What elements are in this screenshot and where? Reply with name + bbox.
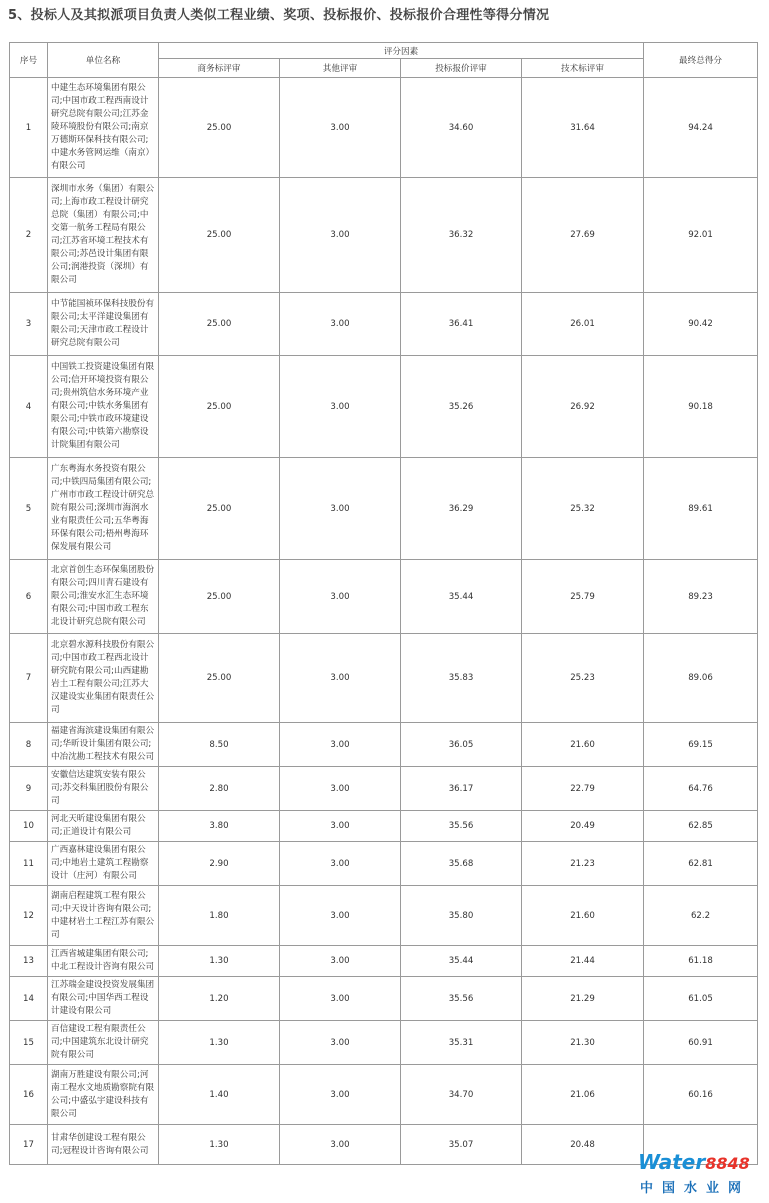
cell-price-score: 35.56 bbox=[401, 977, 522, 1021]
cell-total-score: 89.61 bbox=[644, 458, 758, 560]
cell-price-score: 36.41 bbox=[401, 293, 522, 356]
cell-tech-score: 27.69 bbox=[522, 178, 644, 293]
cell-unit-name: 广西嘉林建设集团有限公司;中地岩土建筑工程勘察设计（庄河）有限公司 bbox=[48, 842, 159, 886]
cell-total-score: 92.01 bbox=[644, 178, 758, 293]
cell-business-score: 25.00 bbox=[159, 178, 280, 293]
cell-unit-name: 安徽信达建筑安装有限公司;苏交科集团股份有限公司 bbox=[48, 767, 159, 811]
table-row bbox=[10, 560, 758, 634]
cell-price-score: 35.68 bbox=[401, 842, 522, 886]
cell-total-score: 90.18 bbox=[644, 356, 758, 458]
header-other: 其他评审 bbox=[280, 59, 401, 78]
cell-tech-score: 21.29 bbox=[522, 977, 644, 1021]
cell-tech-score: 21.60 bbox=[522, 886, 644, 946]
cell-tech-score: 25.32 bbox=[522, 458, 644, 560]
table-row bbox=[10, 78, 758, 178]
cell-seq: 1 bbox=[10, 78, 48, 178]
header-tech: 技术标评审 bbox=[522, 59, 644, 78]
cell-business-score: 8.50 bbox=[159, 723, 280, 767]
cell-tech-score: 22.79 bbox=[522, 767, 644, 811]
cell-price-score: 35.80 bbox=[401, 886, 522, 946]
cell-business-score: 25.00 bbox=[159, 634, 280, 723]
table-row bbox=[10, 178, 758, 293]
table-row bbox=[10, 886, 758, 946]
cell-total-score: 62.85 bbox=[644, 811, 758, 842]
cell-tech-score: 20.49 bbox=[522, 811, 644, 842]
cell-seq: 7 bbox=[10, 634, 48, 723]
cell-price-score: 34.60 bbox=[401, 78, 522, 178]
header-group: 评分因素 bbox=[159, 43, 644, 59]
cell-unit-name: 中节能国祯环保科技股份有限公司;太平洋建设集团有限公司;天津市政工程设计研究总院有限公司 bbox=[48, 293, 159, 356]
cell-other-score: 3.00 bbox=[280, 946, 401, 977]
cell-other-score: 3.00 bbox=[280, 842, 401, 886]
cell-tech-score: 21.30 bbox=[522, 1021, 644, 1065]
table-row bbox=[10, 1065, 758, 1125]
cell-total-score: 61.18 bbox=[644, 946, 758, 977]
cell-business-score: 1.40 bbox=[159, 1065, 280, 1125]
cell-other-score: 3.00 bbox=[280, 1065, 401, 1125]
cell-tech-score: 26.92 bbox=[522, 356, 644, 458]
cell-tech-score: 21.23 bbox=[522, 842, 644, 886]
cell-tech-score: 26.01 bbox=[522, 293, 644, 356]
cell-tech-score: 25.79 bbox=[522, 560, 644, 634]
header-price: 投标报价评审 bbox=[401, 59, 522, 78]
cell-total-score: 62.81 bbox=[644, 842, 758, 886]
cell-other-score: 3.00 bbox=[280, 78, 401, 178]
cell-seq: 9 bbox=[10, 767, 48, 811]
cell-unit-name: 江西省城建集团有限公司;中北工程设计咨询有限公司 bbox=[48, 946, 159, 977]
cell-seq: 4 bbox=[10, 356, 48, 458]
cell-seq: 15 bbox=[10, 1021, 48, 1065]
cell-price-score: 35.26 bbox=[401, 356, 522, 458]
cell-price-score: 36.29 bbox=[401, 458, 522, 560]
cell-business-score: 1.20 bbox=[159, 977, 280, 1021]
cell-business-score: 25.00 bbox=[159, 560, 280, 634]
table-row bbox=[10, 811, 758, 842]
cell-unit-name: 深圳市水务（集团）有限公司;上海市政工程设计研究总院（集团）有限公司;中交第一航务工程局有限公司;江苏省环境工程技术有限公司;苏邑设计集团有限公司;润港投资（深圳）有限公司 bbox=[48, 178, 159, 293]
cell-other-score: 3.00 bbox=[280, 560, 401, 634]
cell-seq: 2 bbox=[10, 178, 48, 293]
cell-price-score: 36.32 bbox=[401, 178, 522, 293]
cell-business-score: 1.30 bbox=[159, 946, 280, 977]
cell-total-score: 89.06 bbox=[644, 634, 758, 723]
cell-seq: 3 bbox=[10, 293, 48, 356]
header-business: 商务标评审 bbox=[159, 59, 280, 78]
cell-price-score: 34.70 bbox=[401, 1065, 522, 1125]
cell-seq: 10 bbox=[10, 811, 48, 842]
cell-price-score: 35.07 bbox=[401, 1125, 522, 1165]
score-table bbox=[9, 42, 758, 1165]
cell-business-score: 25.00 bbox=[159, 356, 280, 458]
cell-business-score: 1.30 bbox=[159, 1125, 280, 1165]
cell-unit-name: 湖南万胜建设有限公司;河南工程水文地质勘察院有限公司;中盛弘宇建设科技有限公司 bbox=[48, 1065, 159, 1125]
cell-total-score: 61.05 bbox=[644, 977, 758, 1021]
cell-business-score: 25.00 bbox=[159, 293, 280, 356]
watermark-logo bbox=[638, 1150, 760, 1198]
cell-unit-name: 河北天昕建设集团有限公司;正道设计有限公司 bbox=[48, 811, 159, 842]
cell-seq: 5 bbox=[10, 458, 48, 560]
table-row bbox=[10, 458, 758, 560]
table-row bbox=[10, 356, 758, 458]
cell-seq: 8 bbox=[10, 723, 48, 767]
header-unit: 单位名称 bbox=[48, 43, 159, 78]
cell-total-score: 60.16 bbox=[644, 1065, 758, 1125]
table-row bbox=[10, 1021, 758, 1065]
cell-unit-name: 中国铁工投资建设集团有限公司;信开环境投资有限公司;贵州筑信水务环境产业有限公司;中铁水务集团有限公司;中铁市政环境建设有限公司;中铁第六勘察设计院集团有限公司 bbox=[48, 356, 159, 458]
cell-tech-score: 25.23 bbox=[522, 634, 644, 723]
table-row bbox=[10, 723, 758, 767]
cell-other-score: 3.00 bbox=[280, 723, 401, 767]
cell-total-score: 94.24 bbox=[644, 78, 758, 178]
table-row bbox=[10, 977, 758, 1021]
cell-unit-name: 湖南启程建筑工程有限公司;中天设计咨询有限公司;中建材岩土工程江苏有限公司 bbox=[48, 886, 159, 946]
cell-price-score: 35.31 bbox=[401, 1021, 522, 1065]
table-row bbox=[10, 767, 758, 811]
cell-other-score: 3.00 bbox=[280, 886, 401, 946]
cell-unit-name: 甘肃华创建设工程有限公司;冠程设计咨询有限公司 bbox=[48, 1125, 159, 1165]
cell-seq: 14 bbox=[10, 977, 48, 1021]
header-seq: 序号 bbox=[10, 43, 48, 78]
cell-business-score: 3.80 bbox=[159, 811, 280, 842]
cell-other-score: 3.00 bbox=[280, 977, 401, 1021]
cell-seq: 16 bbox=[10, 1065, 48, 1125]
cell-other-score: 3.00 bbox=[280, 811, 401, 842]
cell-tech-score: 20.48 bbox=[522, 1125, 644, 1165]
table-body bbox=[10, 78, 758, 1165]
cell-total-score: 62.2 bbox=[644, 886, 758, 946]
cell-unit-name: 中建生态环境集团有限公司;中国市政工程西南设计研究总院有限公司;江苏金陵环境股份有限公司;南京万德斯环保科技有限公司;中建水务管网运维（南京）有限公司 bbox=[48, 78, 159, 178]
cell-business-score: 1.80 bbox=[159, 886, 280, 946]
cell-other-score: 3.00 bbox=[280, 178, 401, 293]
cell-price-score: 35.56 bbox=[401, 811, 522, 842]
cell-other-score: 3.00 bbox=[280, 767, 401, 811]
table-row bbox=[10, 634, 758, 723]
cell-tech-score: 21.60 bbox=[522, 723, 644, 767]
cell-seq: 11 bbox=[10, 842, 48, 886]
cell-total-score: 89.23 bbox=[644, 560, 758, 634]
cell-business-score: 25.00 bbox=[159, 458, 280, 560]
watermark-brand: Water8848 bbox=[638, 1150, 750, 1174]
cell-total-score: 64.76 bbox=[644, 767, 758, 811]
cell-seq: 6 bbox=[10, 560, 48, 634]
cell-price-score: 36.17 bbox=[401, 767, 522, 811]
cell-unit-name: 福建省海滨建设集团有限公司;华昕设计集团有限公司;中冶沈勘工程技术有限公司 bbox=[48, 723, 159, 767]
table-row bbox=[10, 293, 758, 356]
cell-business-score: 25.00 bbox=[159, 78, 280, 178]
cell-business-score: 1.30 bbox=[159, 1021, 280, 1065]
table-row bbox=[10, 842, 758, 886]
cell-other-score: 3.00 bbox=[280, 356, 401, 458]
cell-tech-score: 21.06 bbox=[522, 1065, 644, 1125]
cell-tech-score: 21.44 bbox=[522, 946, 644, 977]
cell-unit-name: 百信建设工程有限责任公司;中国建筑东北设计研究院有限公司 bbox=[48, 1021, 159, 1065]
cell-other-score: 3.00 bbox=[280, 458, 401, 560]
cell-seq: 13 bbox=[10, 946, 48, 977]
header-total: 最终总得分 bbox=[644, 43, 758, 78]
cell-other-score: 3.00 bbox=[280, 1125, 401, 1165]
cell-other-score: 3.00 bbox=[280, 1021, 401, 1065]
page-title: 5、投标人及其拟派项目负责人类似工程业绩、奖项、投标报价、投标报价合理性等得分情况 bbox=[8, 8, 550, 23]
cell-tech-score: 31.64 bbox=[522, 78, 644, 178]
cell-other-score: 3.00 bbox=[280, 293, 401, 356]
cell-business-score: 2.90 bbox=[159, 842, 280, 886]
cell-unit-name: 北京首创生态环保集团股份有限公司;四川青石建设有限公司;淮安水汇生态环境有限公司;中国市政工程东北设计研究总院有限公司 bbox=[48, 560, 159, 634]
cell-seq: 17 bbox=[10, 1125, 48, 1165]
cell-seq: 12 bbox=[10, 886, 48, 946]
cell-price-score: 35.83 bbox=[401, 634, 522, 723]
cell-business-score: 2.80 bbox=[159, 767, 280, 811]
cell-unit-name: 广东粤海水务投资有限公司;中铁四局集团有限公司;广州市市政工程设计研究总院有限公司;深圳市海润水业有限责任公司;五华粤海环保有限公司;梧州粤海环保发展有限公司 bbox=[48, 458, 159, 560]
cell-price-score: 35.44 bbox=[401, 946, 522, 977]
cell-price-score: 35.44 bbox=[401, 560, 522, 634]
cell-total-score: 60.91 bbox=[644, 1021, 758, 1065]
cell-total-score: 90.42 bbox=[644, 293, 758, 356]
cell-price-score: 36.05 bbox=[401, 723, 522, 767]
watermark-tagline: 中国水业网 bbox=[640, 1181, 751, 1196]
cell-total-score: 69.15 bbox=[644, 723, 758, 767]
table-row bbox=[10, 946, 758, 977]
cell-other-score: 3.00 bbox=[280, 634, 401, 723]
cell-unit-name: 江苏瑞金建设投资发展集团有限公司;中国华西工程设计建设有限公司 bbox=[48, 977, 159, 1021]
cell-unit-name: 北京碧水源科技股份有限公司;中国市政工程西北设计研究院有限公司;山西建勘岩土工程有限公司;江苏大汉建设实业集团有限责任公司 bbox=[48, 634, 159, 723]
